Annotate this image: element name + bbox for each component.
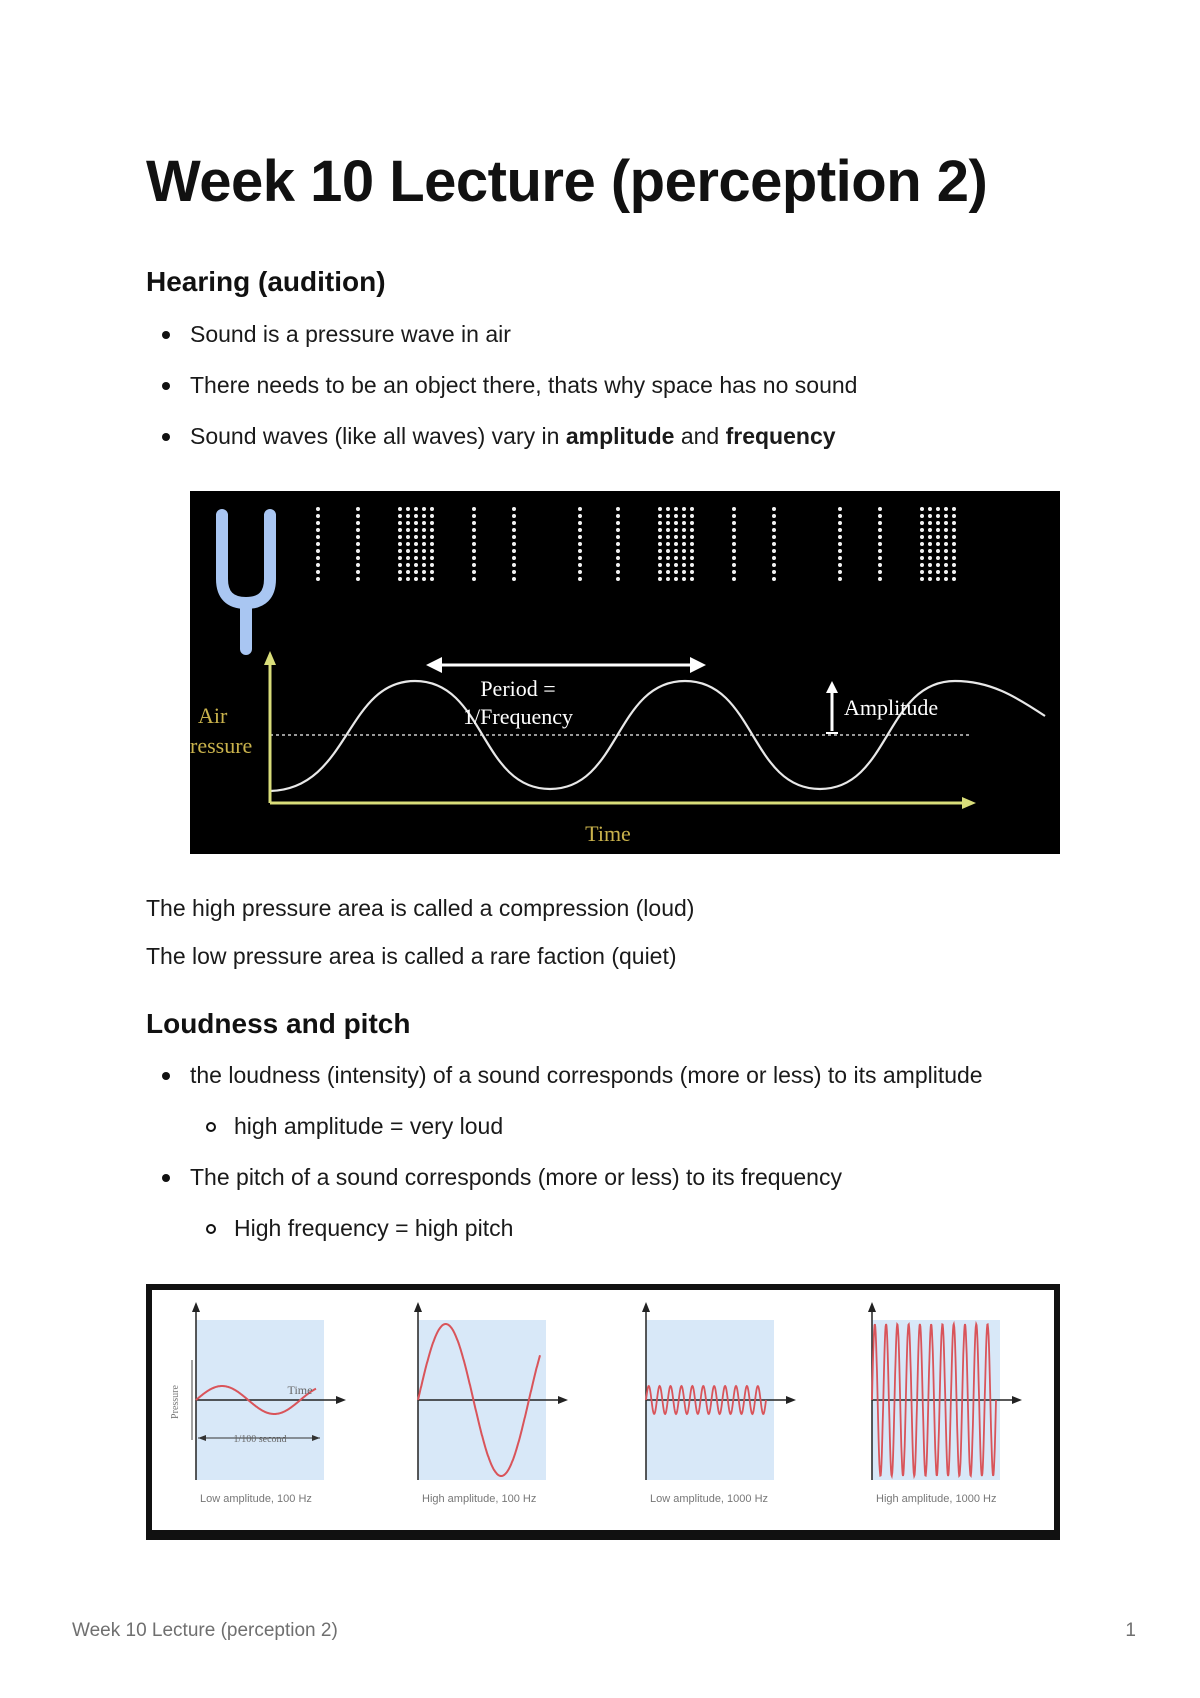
panel-caption: High amplitude, 100 Hz <box>422 1493 537 1505</box>
bold-term-frequency: frequency <box>725 423 836 449</box>
panel-high-amplitude-100hz <box>414 1302 568 1505</box>
list-item-text: There needs to be an object there, thats why space has no sound <box>190 372 858 398</box>
amplitude-label: Amplitude <box>844 695 939 720</box>
list-item <box>190 319 511 349</box>
sub-list-item-text: high amplitude = very loud <box>234 1113 504 1139</box>
panel-low-amplitude-100hz <box>170 1302 346 1505</box>
sound-wave-diagram <box>190 491 1060 854</box>
section-heading-hearing: Hearing (audition) <box>146 266 386 297</box>
sub-list-item <box>234 1111 503 1141</box>
panel-caption: Low amplitude, 100 Hz <box>200 1493 312 1505</box>
sound-wave-figure <box>190 491 1060 854</box>
bold-term-amplitude: amplitude <box>565 423 675 449</box>
list-item-text: The pitch of a sound corresponds (more or less) to its frequency <box>190 1164 842 1190</box>
paragraph-rarefaction: The low pressure area is called a rare faction (quiet) <box>146 943 677 969</box>
bullet-icon <box>162 1072 170 1080</box>
list-item <box>190 1060 983 1090</box>
paragraph-compression: The high pressure area is called a compression (loud) <box>146 895 695 921</box>
page-title: Week 10 Lecture (perception 2) <box>146 149 988 214</box>
panel-caption: High amplitude, 1000 Hz <box>876 1493 997 1505</box>
sub-list-item-text: High frequency = high pitch <box>234 1215 514 1241</box>
panel-low-amplitude-1000hz <box>642 1302 796 1505</box>
bullet-icon <box>162 382 170 390</box>
bullet-icon <box>162 1174 170 1182</box>
y-axis-label-line2: ressure <box>190 733 253 758</box>
list-item-text: Sound is a pressure wave in air <box>190 321 511 347</box>
panel-caption: Low amplitude, 1000 Hz <box>650 1493 769 1505</box>
list-item <box>190 1162 842 1192</box>
list-item-text-mid: and <box>674 423 726 449</box>
list-item-text-prefix: Sound waves (like all waves) vary in <box>190 423 566 449</box>
list-item <box>190 370 857 400</box>
y-axis-label-line1: Air <box>198 703 228 728</box>
page-number: 1 <box>1125 1620 1136 1641</box>
list-item-text: the loudness (intensity) of a sound corresponds (more or less) to its amplitude <box>190 1062 983 1088</box>
list-item <box>190 421 836 451</box>
duration-label: 1/100 second <box>233 1434 287 1445</box>
bullet-icon <box>162 433 170 441</box>
amplitude-frequency-panels <box>152 1290 1054 1530</box>
x-axis-label: Time <box>585 821 631 846</box>
sub-list-item <box>234 1213 513 1243</box>
panel-high-amplitude-1000hz <box>868 1302 1022 1505</box>
pressure-axis-label: Pressure <box>170 1385 181 1419</box>
hollow-bullet-icon <box>206 1122 216 1132</box>
amplitude-frequency-figure <box>146 1284 1060 1540</box>
hollow-bullet-icon <box>206 1224 216 1234</box>
footer-title: Week 10 Lecture (perception 2) <box>72 1620 338 1641</box>
bullet-icon <box>162 331 170 339</box>
period-label-line1: Period = <box>480 676 556 701</box>
period-label-line2: 1/Frequency <box>463 704 573 729</box>
time-label: Time <box>287 1383 313 1397</box>
section-heading-loudness: Loudness and pitch <box>146 1008 411 1039</box>
figure-inner <box>152 1290 1054 1530</box>
